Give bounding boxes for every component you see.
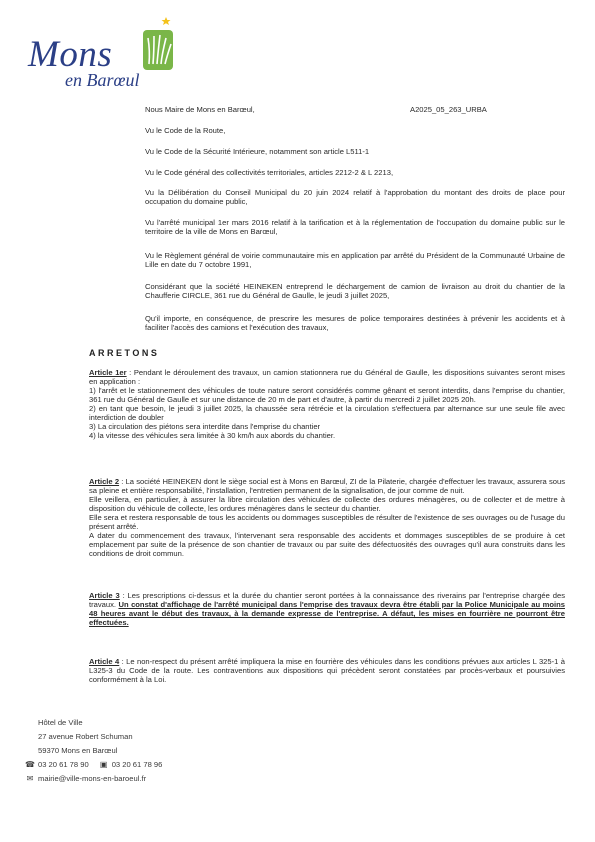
article-3-heading: Article 3 <box>89 591 120 600</box>
article-1-heading: Article 1er <box>89 368 127 377</box>
article-1-item-4: 4) la vitesse des véhicules sera limitée à 30 km/h aux abords du chantier. <box>89 431 336 440</box>
decree-reference: A2025_05_263_URBA <box>410 105 487 114</box>
email-icon: ✉ <box>26 774 34 783</box>
arretons-heading: ARRETONS <box>89 348 160 358</box>
article-1-item-3: 3) La circulation des piétons sera interdite dans l'emprise du chantier <box>89 422 321 431</box>
article-2-paragraph-1: La société HEINEKEN dont le siège social est à Mons en Barœul, ZI de la Pilaterie, chargée d'effectuer les travaux, assurera sous sa pleine et entière responsabilité, l'installation, l'entretien permanent de la signalisation, de jour comme de nuit. <box>89 477 566 495</box>
article-1-item-2: 2) en tant que besoin, le jeudi 3 juillet 2025, la chaussée sera rétrécie et la circulation s'effectuera par alternance sur une seule file avec interdiction de doubler <box>89 404 565 422</box>
visa-3: Vu le Code général des collectivités territoriales, articles 2212-2 & L 2213, <box>145 168 394 177</box>
footer-phone-row <box>25 758 163 772</box>
considering-clause: Considérant que la société HEINEKEN entreprend le déchargement de camion de livraison au droit du chantier de la Chaufferie CIRCLE, 361 rue du Général de Gaulle, le jeudi 3 juillet 2025, <box>145 282 565 300</box>
fax-icon: ▣ <box>99 760 108 769</box>
visa-2: Vu le Code de la Sécurité Intérieure, notamment son article L511-1 <box>145 147 370 156</box>
issuer-line: Nous Maire de Mons en Barœul, <box>145 105 255 114</box>
article-2-paragraph-2: Elle veillera, en particulier, à assurer la libre circulation des véhicules de collecte des ordures ménagères, ou de collecter et de mettre à disposition du véhicule de collecte, les ordures ménagères dans le secteur du chantier. <box>89 495 565 513</box>
footer-address <box>25 716 163 786</box>
logo-emblem-icon <box>140 16 176 74</box>
article-4: Article 4 : Le non-respect du présent arrêté impliquera la mise en fourrière des véhicules dans les conditions prévues aux articles L 325-1 à L325-3 du Code de la route. Les contraventions aux dispositions qui précèdent seront constatées par procès-verbaux et poursuivies conformément à la Loi. <box>89 657 565 684</box>
footer-phone: 03 20 61 78 90 <box>38 760 89 769</box>
city-logo <box>28 16 178 96</box>
article-3-text: Les prescriptions ci-dessus et la durée du chantier seront portées à la connaissance des riverains par l'entreprise chargée des travaux. <box>89 591 565 609</box>
article-2-paragraph-4: A dater du commencement des travaux, l'intervenant sera responsable des accidents et dommages susceptibles de se produire à cet emplacement par suite de la présence de son chantier de travaux ou par suite des défectuosités des ouvrages qu'il aura construits dans les conditions de droit commun. <box>89 531 565 558</box>
article-1-intro: Pendant le déroulement des travaux, un camion stationnera rue du Général de Gaulle, les dispositions suivantes seront mises en application : <box>89 368 565 386</box>
article-1-item-1: 1) l'arrêt et le stationnement des véhicules de toute nature seront considérés comme gênant et seront interdits, dans l'emprise du chantier, 361 rue du Général de Gaulle et sur une distance de 20 m de part et d'autre, à partir du mercredi 2 juillet 2025 20h. <box>89 386 565 404</box>
article-2-heading: Article 2 <box>89 477 120 486</box>
article-4-text: Le non-respect du présent arrêté impliquera la mise en fourrière des véhicules dans les conditions prévues aux articles L 325-1 à L325-3 du Code de la route. Les contraventions aux dispositions qui précèdent seront constatées par procès-verbaux et poursuivies conformément à la Loi. <box>89 657 565 684</box>
phone-icon: ☎ <box>25 760 35 769</box>
whereas-clause: Qu'il importe, en conséquence, de prescrire les mesures de police temporaires destinées à prévenir les accidents et à faciliter l'accès des camions et l'exécution des travaux, <box>145 314 565 332</box>
footer-line-3: 59370 Mons en Barœul <box>38 746 118 755</box>
article-1: Article 1er : Pendant le déroulement des travaux, un camion stationnera rue du Général de Gaulle, les dispositions suivantes seront mises en application : 1) l'arrêt et le stationnement des véhicules de toute nature seront considérés comme gênant et seront interdits, dans l'emprise du chantier, 361 rue du Général de Gaulle et sur une distance de 20 m de part et d'autre, à partir du mercredi 2 juillet 2025 20h. 2) en tant que besoin, le jeudi 3 juillet 2025, la chaussée sera rétrécie et la circulation s'effectuera par alternance sur une seule file avec interdiction de doubler 3) La circulation des piétons sera interdite dans l'emprise du chantier 4) la vitesse des véhicules sera limitée à 30 km/h aux abords du chantier. <box>89 368 565 440</box>
article-2-paragraph-3: Elle sera et restera responsable de tous les accidents ou dommages susceptibles de résulter de l'existence de ses ouvrages ou de l'usage du présent arrêté. <box>89 513 565 531</box>
visa-1: Vu le Code de la Route, <box>145 126 226 135</box>
article-4-heading: Article 4 <box>89 657 120 666</box>
visa-4: Vu la Délibération du Conseil Municipal du 20 juin 2024 relatif à l'approbation du montant des droits de place pour occupation du domaine public, <box>145 188 565 206</box>
footer-line-2: 27 avenue Robert Schuman <box>38 732 133 741</box>
footer-email-row <box>26 772 162 786</box>
logo-text-mons: Mons <box>28 34 113 75</box>
visa-5: Vu l'arrêté municipal 1er mars 2016 relatif à la tarification et à la réglementation de l'occupation du domaine public sur le territoire de la ville de Mons en Barœul, <box>145 218 565 236</box>
footer-email[interactable]: mairie@ville-mons-en-baroeul.fr <box>38 774 147 783</box>
logo-text-baroeul: en Barœul <box>65 70 140 90</box>
footer-line-1: Hôtel de Ville <box>38 718 83 727</box>
visa-6: Vu le Règlement général de voirie communautaire mis en application par arrêté du Président de la Communauté Urbaine de Lille en date du 7 octobre 1991, <box>145 251 565 269</box>
article-3-emphasis: Un constat d'affichage de l'arrêté municipal dans l'emprise des travaux devra être établi par la Police Municipale au moins 48 heures avant le début des travaux, à la demande expresse de l'entreprise. A défaut, les mises en fourrière ne pourront être effectuées. <box>89 600 565 627</box>
article-3: Article 3 : Les prescriptions ci-dessus et la durée du chantier seront portées à la connaissance des riverains par l'entreprise chargée des travaux. Un constat d'affichage de l'arrêté municipal dans l'emprise des travaux devra être établi par la Police Municipale au moins 48 heures avant le début des travaux, à la demande expresse de l'entreprise. A défaut, les mises en fourrière ne pourront être effectuées. <box>89 591 565 627</box>
article-2: Article 2 : La société HEINEKEN dont le siège social est à Mons en Barœul, ZI de la Pilaterie, chargée d'effectuer les travaux, assurera sous sa pleine et entière responsabilité, l'installation, l'entretien permanent de la signalisation, de jour comme de nuit. Elle veillera, en particulier, à assurer la libre circulation des véhicules de collecte des ordures ménagères, ou de collecter et de mettre à disposition du véhicule de collecte, les ordures ménagères dans le secteur du chantier. Elle sera et restera responsable de tous les accidents ou dommages susceptibles de résulter de l'existence de ses ouvrages ou de l'usage du présent arrêté. A dater du commencement des travaux, l'intervenant sera responsable des accidents et dommages susceptibles de se produire à cet emplacement par suite de la présence de son chantier de travaux ou par suite des défectuosités des ouvrages qu'il aura construits dans les conditions de droit commun. <box>89 477 566 558</box>
footer-fax: 03 20 61 78 96 <box>111 760 163 769</box>
